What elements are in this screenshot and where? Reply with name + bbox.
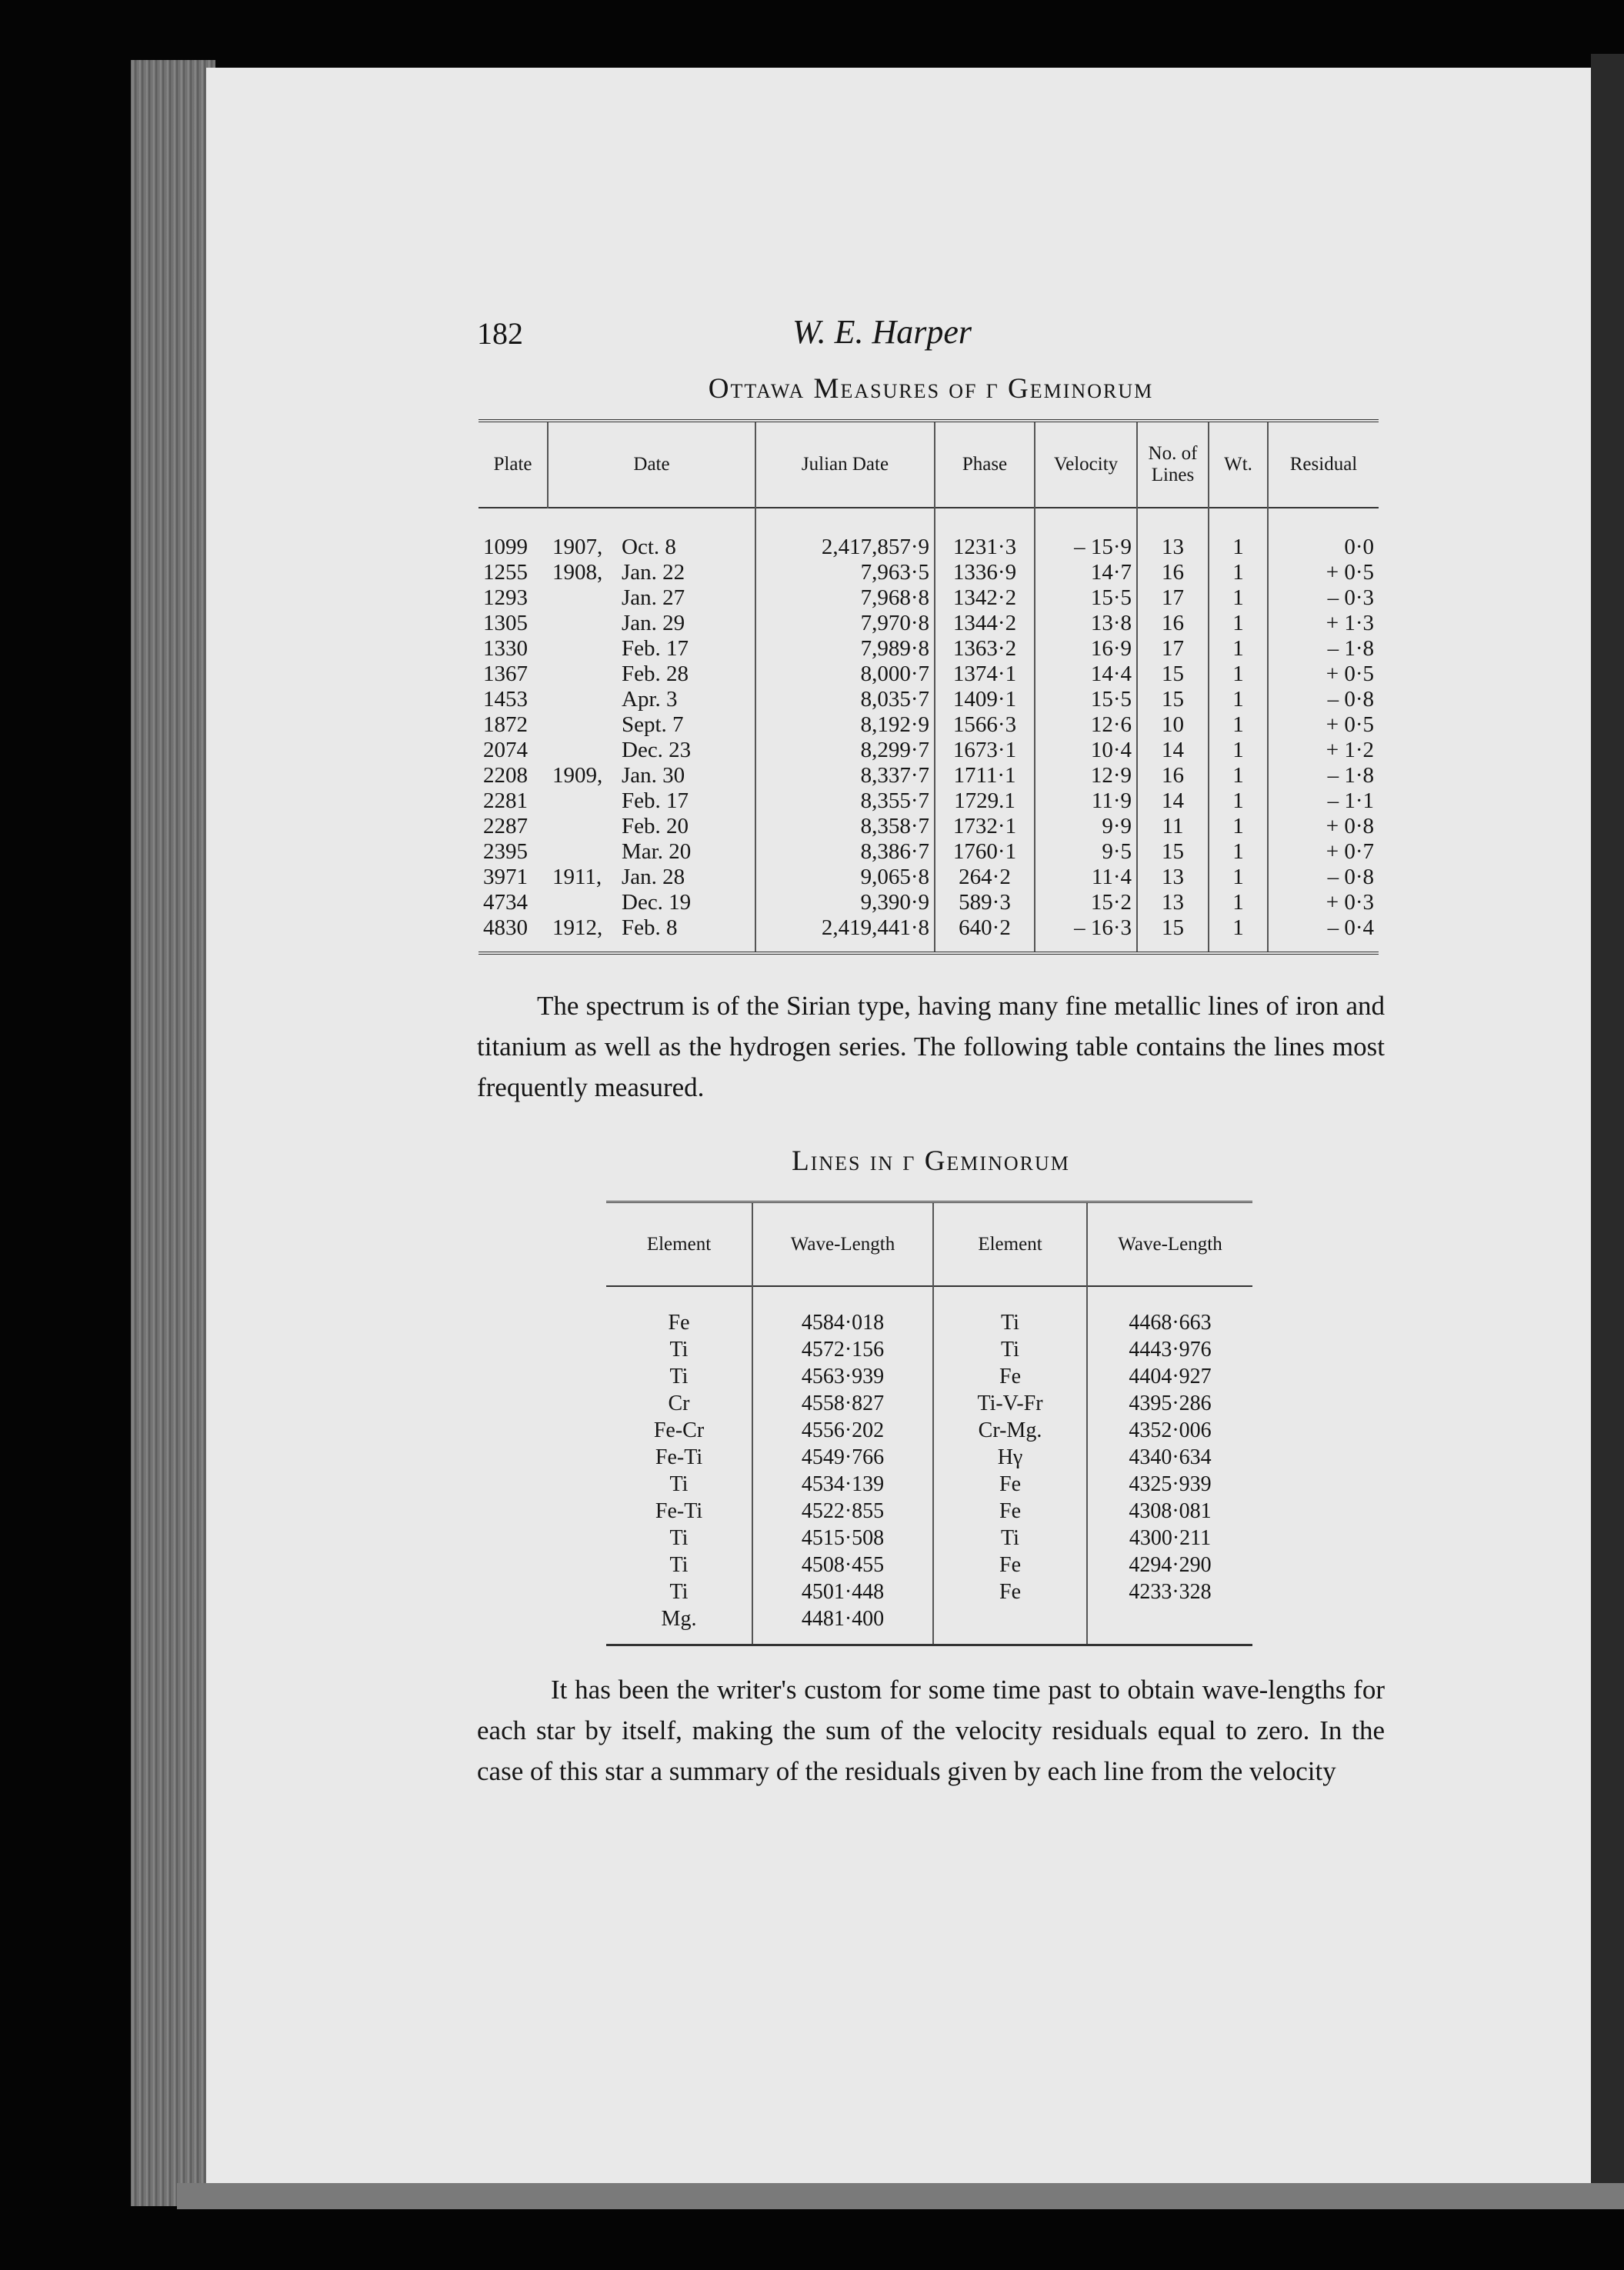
cell-date: Jan. 28: [622, 865, 685, 889]
cell-residual: 0·0: [1268, 508, 1379, 560]
lines-table: [606, 1201, 1252, 1646]
cell-plate: 2074: [483, 738, 528, 762]
book-binding-edge: [131, 60, 215, 2206]
cell-residual: + 0·5: [1268, 560, 1379, 585]
cell-velocity: 9·5: [1035, 839, 1137, 865]
cell-element: Fe: [933, 1363, 1087, 1390]
cell-wt: 1: [1209, 839, 1268, 865]
measures-table: [479, 419, 1379, 955]
lines-row: [606, 1286, 1252, 1336]
col-header-wave-length-2: Wave-Length: [1087, 1202, 1252, 1287]
col-header-phase: Phase: [935, 421, 1035, 508]
cell-julian-date: 7,963·5: [755, 560, 935, 585]
cell-wave-length: 4534·139: [752, 1471, 933, 1498]
cell-residual: – 0·8: [1268, 865, 1379, 890]
cell-wave-length: 4515·508: [752, 1525, 933, 1552]
cell-no-of-lines: 17: [1137, 585, 1209, 611]
cell-element: Ti: [933, 1525, 1087, 1552]
measures-row: [479, 560, 1379, 585]
lines-header-row: [606, 1202, 1252, 1287]
col-header-velocity: Velocity: [1035, 421, 1137, 508]
cell-plate: 1367: [483, 662, 528, 686]
cell-phase: 1409·1: [935, 687, 1035, 712]
cell-plate: 1453: [483, 687, 528, 712]
col-header-plate: Plate: [493, 454, 532, 475]
cell-phase: 1566·3: [935, 712, 1035, 738]
paragraph-residuals: It has been the writer's custom for some time past to obtain wave-lengths for each star by itself, making the sum of the velocity residuals equal to zero. In the case of this star a summary of the residuals given by each line from the velocity: [477, 1675, 1385, 1786]
cell-element: Ti-V-Fr: [933, 1390, 1087, 1417]
cell-element: Cr-Mg.: [933, 1417, 1087, 1444]
cell-residual: – 1·8: [1268, 763, 1379, 788]
lines-row: [606, 1552, 1252, 1578]
cell-julian-date: 8,386·7: [755, 839, 935, 865]
cell-plate: 3971: [483, 865, 528, 889]
cell-phase: 1729.1: [935, 788, 1035, 814]
col-header-julian-date: Julian Date: [755, 421, 935, 508]
lines-row: [606, 1363, 1252, 1390]
cell-wt: 1: [1209, 585, 1268, 611]
cell-plate: 2287: [483, 814, 528, 838]
cell-wave-length: 4325·939: [1087, 1471, 1252, 1498]
cell-velocity: 14·4: [1035, 662, 1137, 687]
cell-element: Fe: [668, 1311, 690, 1335]
cell-date: Jan. 27: [622, 585, 685, 610]
measures-row: [479, 662, 1379, 687]
cell-no-of-lines: 15: [1137, 662, 1209, 687]
cell-phase: 1231·3: [935, 508, 1035, 560]
cell-element: Ti: [669, 1338, 689, 1362]
cell-element: Ti: [669, 1526, 689, 1550]
paragraph-spectrum: The spectrum is of the Sirian type, having many fine metallic lines of iron and titanium as well as the hydrogen series. The following table contains the lines most frequently measured.: [477, 991, 1385, 1102]
cell-element: Ti: [933, 1286, 1087, 1336]
cell-element: Fe-Ti: [655, 1499, 703, 1523]
cell-velocity: – 16·3: [1035, 915, 1137, 953]
lines-row: [606, 1390, 1252, 1417]
cell-year: 1911,: [552, 865, 602, 889]
measures-row: [479, 839, 1379, 865]
cell-no-of-lines: 16: [1137, 763, 1209, 788]
col-header-date: Date: [548, 421, 755, 508]
cell-residual: – 0·4: [1268, 915, 1379, 953]
cell-element: Fe-Cr: [653, 1418, 705, 1442]
cell-no-of-lines: 15: [1137, 915, 1209, 953]
cell-velocity: 12·9: [1035, 763, 1137, 788]
cell-wave-length: 4404·927: [1087, 1363, 1252, 1390]
cell-julian-date: 7,989·8: [755, 636, 935, 662]
col-header-element-1: Element: [646, 1233, 712, 1255]
cell-year: [548, 890, 617, 915]
cell-date: Jan. 29: [622, 611, 685, 635]
cell-phase: 1673·1: [935, 738, 1035, 763]
facing-page-edge: [1591, 54, 1624, 2208]
cell-plate: 4734: [483, 890, 528, 915]
cell-wave-length: 4572·156: [752, 1336, 933, 1363]
cell-no-of-lines: 16: [1137, 560, 1209, 585]
lines-row: [606, 1578, 1252, 1605]
cell-wave-length: 4556·202: [752, 1417, 933, 1444]
col-header-residual: Residual: [1268, 421, 1379, 508]
cell-element: Fe: [933, 1578, 1087, 1605]
cell-plate: 2395: [483, 839, 528, 864]
cell-plate: 1293: [483, 585, 528, 610]
cell-wt: 1: [1209, 687, 1268, 712]
cell-year: [548, 662, 617, 687]
cell-year: 1908,: [552, 560, 603, 585]
cell-year: [548, 814, 617, 839]
cell-julian-date: 8,299·7: [755, 738, 935, 763]
cell-year: 1907,: [552, 535, 603, 559]
cell-year: 1909,: [552, 763, 603, 788]
cell-wt: 1: [1209, 814, 1268, 839]
cell-phase: 1732·1: [935, 814, 1035, 839]
cell-no-of-lines: 14: [1137, 738, 1209, 763]
cell-element: Hγ: [933, 1444, 1087, 1471]
cell-wave-length: 4584·018: [752, 1286, 933, 1336]
cell-date: Dec. 23: [622, 738, 692, 762]
cell-wave-length: 4233·328: [1087, 1578, 1252, 1605]
col-header-wave-length-1: Wave-Length: [752, 1202, 933, 1287]
cell-element: Ti: [669, 1553, 689, 1577]
cell-julian-date: 9,390·9: [755, 890, 935, 915]
cell-residual: + 0·5: [1268, 662, 1379, 687]
page-bottom-edge: [177, 2183, 1624, 2209]
cell-no-of-lines: 10: [1137, 712, 1209, 738]
cell-element: Ti: [933, 1336, 1087, 1363]
cell-no-of-lines: 17: [1137, 636, 1209, 662]
cell-wave-length: [1087, 1605, 1252, 1645]
lines-row: [606, 1444, 1252, 1471]
cell-residual: – 0·8: [1268, 687, 1379, 712]
measures-header-row: [479, 421, 1379, 508]
cell-residual: + 0·7: [1268, 839, 1379, 865]
cell-year: [548, 687, 617, 712]
cell-residual: + 1·2: [1268, 738, 1379, 763]
cell-wt: 1: [1209, 508, 1268, 560]
cell-date: Dec. 19: [622, 890, 692, 915]
cell-year: [548, 712, 617, 738]
measures-row: [479, 585, 1379, 611]
cell-velocity: – 15·9: [1035, 508, 1137, 560]
cell-phase: 1344·2: [935, 611, 1035, 636]
cell-julian-date: 8,337·7: [755, 763, 935, 788]
cell-wt: 1: [1209, 763, 1268, 788]
lines-row: [606, 1471, 1252, 1498]
cell-wave-length: 4443·976: [1087, 1336, 1252, 1363]
measures-row: [479, 738, 1379, 763]
col-header-element-2: Element: [933, 1202, 1087, 1287]
cell-julian-date: 8,358·7: [755, 814, 935, 839]
cell-element: Ti: [669, 1580, 689, 1604]
cell-wave-length: 4508·455: [752, 1552, 933, 1578]
cell-wave-length: 4522·855: [752, 1498, 933, 1525]
cell-wt: 1: [1209, 738, 1268, 763]
cell-no-of-lines: 13: [1137, 890, 1209, 915]
page-content: [477, 308, 1385, 1792]
cell-element: Fe: [933, 1552, 1087, 1578]
cell-velocity: 15·5: [1035, 585, 1137, 611]
cell-julian-date: 7,970·8: [755, 611, 935, 636]
cell-year: [548, 839, 617, 865]
cell-residual: + 0·3: [1268, 890, 1379, 915]
cell-velocity: 13·8: [1035, 611, 1137, 636]
cell-no-of-lines: 11: [1137, 814, 1209, 839]
cell-year: [548, 788, 617, 814]
cell-element: Fe: [933, 1498, 1087, 1525]
cell-plate: 4830: [483, 915, 528, 940]
cell-julian-date: 8,355·7: [755, 788, 935, 814]
cell-wave-length: 4501·448: [752, 1578, 933, 1605]
cell-wave-length: 4340·634: [1087, 1444, 1252, 1471]
cell-residual: + 0·5: [1268, 712, 1379, 738]
cell-date: Feb. 8: [622, 915, 678, 940]
cell-wt: 1: [1209, 890, 1268, 915]
cell-velocity: 15·5: [1035, 687, 1137, 712]
cell-date: Sept. 7: [622, 712, 684, 737]
cell-year: [548, 636, 617, 662]
measures-row: [479, 763, 1379, 788]
cell-element: Ti: [669, 1472, 689, 1496]
measures-table-title: Ottawa Measures of γ Geminorum: [708, 373, 1154, 405]
cell-date: Apr. 3: [622, 687, 678, 712]
cell-wt: 1: [1209, 788, 1268, 814]
cell-wt: 1: [1209, 560, 1268, 585]
cell-residual: – 0·3: [1268, 585, 1379, 611]
cell-no-of-lines: 14: [1137, 788, 1209, 814]
cell-element: Ti: [669, 1365, 689, 1388]
measures-row: [479, 712, 1379, 738]
measures-row: [479, 788, 1379, 814]
cell-velocity: 11·9: [1035, 788, 1137, 814]
cell-velocity: 11·4: [1035, 865, 1137, 890]
cell-year: 1912,: [552, 915, 603, 940]
cell-phase: 640·2: [935, 915, 1035, 953]
cell-wave-length: 4468·663: [1087, 1286, 1252, 1336]
running-author: W. E. Harper: [792, 313, 972, 351]
cell-wave-length: 4308·081: [1087, 1498, 1252, 1525]
cell-element: Fe: [933, 1471, 1087, 1498]
cell-date: Feb. 20: [622, 814, 689, 838]
cell-no-of-lines: 13: [1137, 865, 1209, 890]
cell-wt: 1: [1209, 865, 1268, 890]
cell-plate: 1872: [483, 712, 528, 737]
cell-plate: 1330: [483, 636, 528, 661]
running-head: [477, 308, 1385, 362]
page-number: 182: [477, 316, 523, 351]
cell-year: [548, 611, 617, 636]
measures-row: [479, 865, 1379, 890]
cell-element: [933, 1605, 1087, 1645]
lines-row: [606, 1525, 1252, 1552]
cell-velocity: 12·6: [1035, 712, 1137, 738]
measures-row: [479, 814, 1379, 839]
lines-table-title: Lines in γ Geminorum: [792, 1145, 1070, 1177]
cell-wt: 1: [1209, 662, 1268, 687]
cell-plate: 2281: [483, 788, 528, 813]
cell-phase: 1336·9: [935, 560, 1035, 585]
cell-year: [548, 585, 617, 611]
cell-velocity: 16·9: [1035, 636, 1137, 662]
cell-julian-date: 8,192·9: [755, 712, 935, 738]
col-header-no-of-lines: No. of Lines: [1137, 421, 1209, 508]
cell-wave-length: 4563·939: [752, 1363, 933, 1390]
measures-row: [479, 508, 1379, 560]
cell-year: [548, 738, 617, 763]
cell-no-of-lines: 15: [1137, 687, 1209, 712]
lines-row: [606, 1498, 1252, 1525]
cell-velocity: 10·4: [1035, 738, 1137, 763]
cell-wave-length: 4481·400: [752, 1605, 933, 1645]
cell-julian-date: 9,065·8: [755, 865, 935, 890]
cell-wave-length: 4549·766: [752, 1444, 933, 1471]
cell-julian-date: 7,968·8: [755, 585, 935, 611]
lines-row: [606, 1605, 1252, 1645]
cell-plate: 1099: [483, 535, 528, 559]
cell-residual: + 1·3: [1268, 611, 1379, 636]
cell-residual: – 1·8: [1268, 636, 1379, 662]
cell-element: Cr: [668, 1392, 690, 1415]
cell-wave-length: 4558·827: [752, 1390, 933, 1417]
cell-date: Feb. 17: [622, 788, 689, 813]
cell-julian-date: 8,035·7: [755, 687, 935, 712]
cell-phase: 1760·1: [935, 839, 1035, 865]
cell-wt: 1: [1209, 712, 1268, 738]
measures-row: [479, 890, 1379, 915]
measures-row: [479, 915, 1379, 953]
cell-residual: + 0·8: [1268, 814, 1379, 839]
cell-date: Jan. 30: [622, 763, 685, 788]
lines-row: [606, 1417, 1252, 1444]
cell-date: Feb. 28: [622, 662, 689, 686]
cell-wave-length: 4352·006: [1087, 1417, 1252, 1444]
cell-element: Mg.: [661, 1607, 697, 1631]
cell-julian-date: 2,419,441·8: [755, 915, 935, 953]
cell-phase: 1374·1: [935, 662, 1035, 687]
cell-plate: 1255: [483, 560, 528, 585]
cell-plate: 2208: [483, 763, 528, 788]
cell-date: Feb. 17: [622, 636, 689, 661]
cell-julian-date: 8,000·7: [755, 662, 935, 687]
measures-row: [479, 611, 1379, 636]
cell-velocity: 15·2: [1035, 890, 1137, 915]
cell-no-of-lines: 13: [1137, 508, 1209, 560]
cell-phase: 1342·2: [935, 585, 1035, 611]
measures-row: [479, 636, 1379, 662]
cell-no-of-lines: 15: [1137, 839, 1209, 865]
cell-wt: 1: [1209, 915, 1268, 953]
cell-wave-length: 4395·286: [1087, 1390, 1252, 1417]
cell-residual: – 1·1: [1268, 788, 1379, 814]
measures-row: [479, 687, 1379, 712]
cell-date: Oct. 8: [622, 535, 676, 559]
cell-wave-length: 4300·211: [1087, 1525, 1252, 1552]
cell-phase: 1363·2: [935, 636, 1035, 662]
cell-wave-length: 4294·290: [1087, 1552, 1252, 1578]
cell-no-of-lines: 16: [1137, 611, 1209, 636]
cell-wt: 1: [1209, 611, 1268, 636]
cell-plate: 1305: [483, 611, 528, 635]
cell-element: Fe-Ti: [655, 1445, 703, 1469]
lines-row: [606, 1336, 1252, 1363]
cell-phase: 264·2: [935, 865, 1035, 890]
cell-wt: 1: [1209, 636, 1268, 662]
cell-julian-date: 2,417,857·9: [755, 508, 935, 560]
col-header-wt: Wt.: [1209, 421, 1268, 508]
cell-velocity: 9·9: [1035, 814, 1137, 839]
cell-date: Mar. 20: [622, 839, 692, 864]
cell-phase: 589·3: [935, 890, 1035, 915]
cell-velocity: 14·7: [1035, 560, 1137, 585]
cell-date: Jan. 22: [622, 560, 685, 585]
cell-phase: 1711·1: [935, 763, 1035, 788]
